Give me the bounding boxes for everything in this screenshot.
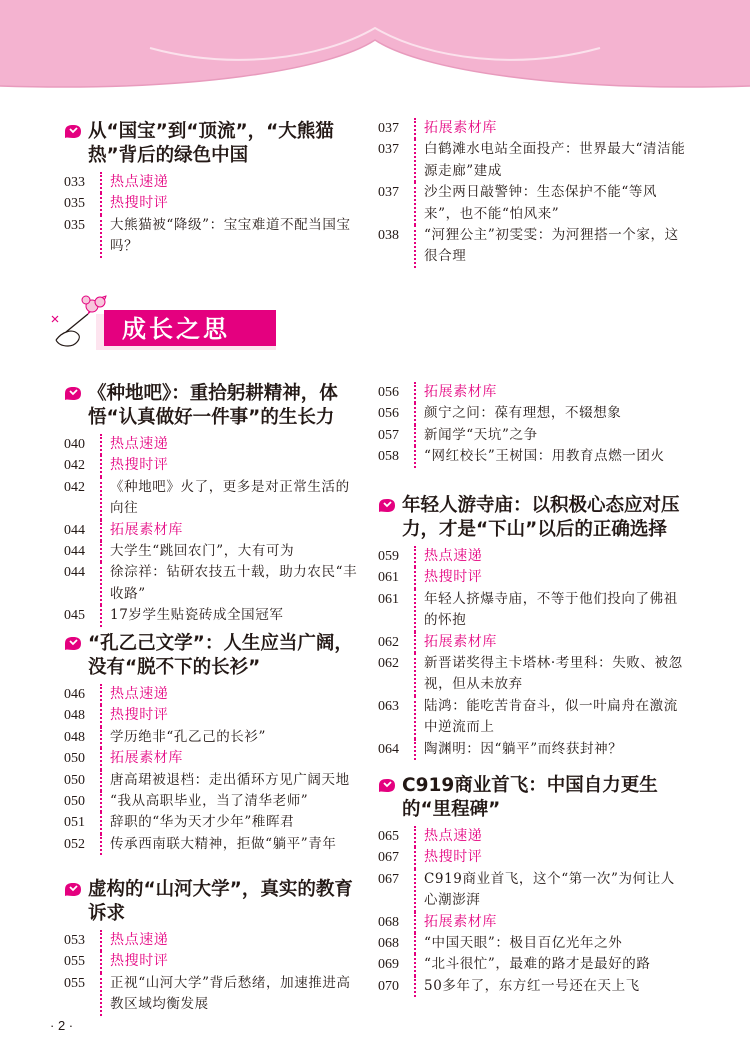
entry-text: “我从高职毕业，当了清华老师” xyxy=(100,791,360,812)
entry-text: 热点速递 xyxy=(100,434,360,455)
toc-entry[interactable] xyxy=(64,748,360,769)
page-ref: 065 xyxy=(378,829,399,844)
entry-text: 热搜时评 xyxy=(100,951,360,972)
entry-text: 传承西南联大精神，拒做“躺平”青年 xyxy=(100,834,360,855)
page-ref: 061 xyxy=(378,570,399,586)
toc-entry[interactable] xyxy=(378,653,688,696)
entry-text: 沙尘两日敲警钟：生态保护不能“等风来”，也不能“怕风来” xyxy=(414,182,688,225)
toc-entry[interactable] xyxy=(64,727,360,748)
section-title[interactable] xyxy=(64,878,360,926)
toc-entry[interactable] xyxy=(64,951,360,972)
toc-entry[interactable] xyxy=(64,193,360,214)
entry-text: 17岁学生贴瓷砖成全国冠军 xyxy=(100,605,360,626)
toc-entry[interactable] xyxy=(64,562,360,605)
toc-entry[interactable] xyxy=(378,403,688,424)
entry-text: 拓展素材库 xyxy=(414,912,688,933)
page-ref: 052 xyxy=(64,836,85,852)
toc-entry[interactable] xyxy=(378,826,688,847)
section-title[interactable] xyxy=(64,120,360,168)
entry-list xyxy=(378,382,688,468)
entry-text: 热点速递 xyxy=(414,546,688,567)
page-ref: 055 xyxy=(64,954,85,970)
entry-text: 新晋诺奖得主卡塔林·考里科：失败、被忽视，但从未放弃 xyxy=(414,653,688,696)
section-title[interactable] xyxy=(378,494,688,542)
toc-entry[interactable] xyxy=(64,605,360,626)
toc-section xyxy=(64,878,360,1016)
page-ref: 035 xyxy=(64,196,85,212)
entry-text: 热点速递 xyxy=(100,684,360,705)
page-number: · 2 · xyxy=(50,1018,74,1033)
toc-entry[interactable] xyxy=(64,834,360,855)
toc-section xyxy=(378,118,688,268)
page-ref: 056 xyxy=(378,385,399,400)
entry-list xyxy=(378,546,688,760)
page-ref: 068 xyxy=(378,936,399,952)
banner-title: 成长之思 xyxy=(122,315,230,343)
header-decoration xyxy=(0,0,750,98)
entry-text: 拓展素材库 xyxy=(414,632,688,653)
page-ref: 064 xyxy=(378,741,399,757)
entry-text: 50多年了，东方红一号还在天上飞 xyxy=(414,976,688,997)
page-ref: 040 xyxy=(64,437,85,452)
page-ref: 042 xyxy=(64,479,85,495)
page-ref: 045 xyxy=(64,608,85,624)
entry-text: 学历绝非“孔乙己的长衫” xyxy=(100,727,360,748)
page-ref: 035 xyxy=(64,217,85,233)
page-ref: 059 xyxy=(378,549,399,564)
toc-entry[interactable] xyxy=(378,182,688,225)
bullet-icon xyxy=(64,124,82,139)
section-title[interactable] xyxy=(64,382,360,430)
bullet-icon xyxy=(378,498,396,513)
toc-section xyxy=(64,382,360,627)
entry-text: 《种地吧》火了，更多是对正常生活的向往 xyxy=(100,477,360,520)
bullet-icon xyxy=(64,882,82,897)
section-title[interactable] xyxy=(378,774,688,822)
toc-entry[interactable] xyxy=(64,455,360,476)
page-ref: 055 xyxy=(64,975,85,991)
toc-entry[interactable] xyxy=(378,225,688,268)
section-banner xyxy=(48,292,288,354)
entry-text: 热搜时评 xyxy=(414,567,688,588)
page-ref: 069 xyxy=(378,957,399,973)
page-ref: 067 xyxy=(378,850,399,866)
entry-text: 热点速递 xyxy=(414,826,688,847)
toc-entry[interactable] xyxy=(64,812,360,833)
toc-entry[interactable] xyxy=(64,973,360,1016)
page-ref: 037 xyxy=(378,185,399,201)
toc-entry[interactable] xyxy=(64,791,360,812)
entry-text: 徐淙祥：钻研农技五十载，助力农民“丰收路” xyxy=(100,562,360,605)
section-title-text: 《种地吧》：重拾躬耕精神，体悟“认真做好一件事”的生长力 xyxy=(88,383,338,428)
section-title-text: 年轻人游寺庙：以积极心态应对压力，才是“下山”以后的正确选择 xyxy=(402,495,680,540)
section-title-text: C919商业首飞：中国自力更生的“里程碑” xyxy=(402,775,658,820)
page-ref: 050 xyxy=(64,772,85,788)
section-title[interactable] xyxy=(64,632,360,680)
entry-text: 唐高珺被退档：走出循环方见广阔天地 xyxy=(100,770,360,791)
entry-text: 拓展素材库 xyxy=(414,382,688,403)
page-ref: 044 xyxy=(64,544,85,560)
toc-entry[interactable] xyxy=(378,954,688,975)
page-ref: 044 xyxy=(64,565,85,581)
toc-entry[interactable] xyxy=(378,446,688,467)
toc-section xyxy=(64,632,360,855)
bullet-icon xyxy=(64,386,82,401)
toc-entry[interactable] xyxy=(64,541,360,562)
entry-text: 正视“山河大学”背后愁绪，加速推进高教区域均衡发展 xyxy=(100,973,360,1016)
page-ref: 063 xyxy=(378,698,399,714)
toc-entry[interactable] xyxy=(378,739,688,760)
page-ref: 067 xyxy=(378,871,399,887)
toc-entry[interactable] xyxy=(64,684,360,705)
page-ref: 048 xyxy=(64,708,85,724)
entry-text: 热点速递 xyxy=(100,930,360,951)
section-title-text: 从“国宝”到“顶流”，“大熊猫热”背后的绿色中国 xyxy=(88,121,334,166)
toc-section xyxy=(378,382,688,468)
toc-entry[interactable] xyxy=(64,172,360,193)
toc-entry[interactable] xyxy=(378,847,688,868)
entry-list xyxy=(64,930,360,1016)
entry-text: 热搜时评 xyxy=(100,455,360,476)
entry-text: 颜宁之问：葆有理想，不辍想象 xyxy=(414,403,688,424)
entry-list xyxy=(64,172,360,258)
page-ref: 044 xyxy=(64,522,85,538)
page-ref: 068 xyxy=(378,914,399,930)
toc-section xyxy=(64,120,360,258)
entry-text: 大学生“跳回农门”，大有可为 xyxy=(100,541,360,562)
toc-entry[interactable] xyxy=(378,933,688,954)
toc-entry[interactable] xyxy=(378,869,688,912)
entry-text: 热点速递 xyxy=(100,172,360,193)
page-ref: 057 xyxy=(378,427,399,443)
entry-text: 热搜时评 xyxy=(414,847,688,868)
toc-entry[interactable] xyxy=(64,434,360,455)
toc-entry[interactable] xyxy=(378,382,688,403)
toc-entry[interactable] xyxy=(64,477,360,520)
entry-text: “网红校长”王树国：用教育点燃一团火 xyxy=(414,446,688,467)
entry-list xyxy=(64,684,360,855)
toc-entry[interactable] xyxy=(64,770,360,791)
toc-entry[interactable] xyxy=(378,425,688,446)
page-ref: 056 xyxy=(378,406,399,422)
entry-text: 拓展素材库 xyxy=(100,520,360,541)
entry-text: 拓展素材库 xyxy=(414,118,688,139)
toc-entry[interactable] xyxy=(378,139,688,182)
entry-text: “北斗很忙”，最难的路才是最好的路 xyxy=(414,954,688,975)
entry-text: 陶渊明：因“躺平”而终获封神？ xyxy=(414,739,688,760)
entry-list xyxy=(378,826,688,997)
entry-text: 辞职的“华为天才少年”稚晖君 xyxy=(100,812,360,833)
entry-text: 热搜时评 xyxy=(100,705,360,726)
toc-entry[interactable] xyxy=(378,912,688,933)
toc-entry[interactable] xyxy=(378,546,688,567)
toc-entry[interactable] xyxy=(378,976,688,997)
toc-section xyxy=(378,774,688,997)
toc-entry[interactable] xyxy=(64,705,360,726)
page-ref: 037 xyxy=(378,121,399,136)
toc-section xyxy=(378,494,688,760)
page-ref: 038 xyxy=(378,228,399,244)
page-ref: 053 xyxy=(64,933,85,948)
page-ref: 061 xyxy=(378,591,399,607)
section-title-text: 虚构的“山河大学”，真实的教育诉求 xyxy=(88,879,353,924)
section-title-text: “孔乙己文学”：人生应当广阔，没有“脱不下的长衫” xyxy=(88,633,353,678)
toc-entry[interactable] xyxy=(378,567,688,588)
toc-entry[interactable] xyxy=(378,632,688,653)
toc-entry[interactable] xyxy=(378,696,688,739)
entry-text: “河狸公主”初雯雯：为河狸搭一个家，这很合理 xyxy=(414,225,688,268)
entry-list xyxy=(378,118,688,268)
page-ref: 070 xyxy=(378,978,399,994)
page-ref: 046 xyxy=(64,687,85,702)
entry-text: 大熊猫被“降级”：宝宝难道不配当国宝吗？ xyxy=(100,215,360,258)
page-ref: 033 xyxy=(64,175,85,190)
entry-text: C919商业首飞，这个“第一次”为何让人心潮澎湃 xyxy=(414,869,688,912)
toc-entry[interactable] xyxy=(378,589,688,632)
page-ref: 050 xyxy=(64,751,85,767)
toc-entry[interactable] xyxy=(64,520,360,541)
page-ref: 051 xyxy=(64,815,85,831)
entry-text: 年轻人挤爆寺庙，不等于他们投向了佛祖的怀抱 xyxy=(414,589,688,632)
toc-entry[interactable] xyxy=(64,930,360,951)
page-ref: 058 xyxy=(378,449,399,465)
entry-text: “中国天眼”：极目百亿光年之外 xyxy=(414,933,688,954)
entry-text: 陆鸿：能吃苦肯奋斗，似一叶扁舟在激流中逆流而上 xyxy=(414,696,688,739)
entry-text: 热搜时评 xyxy=(100,193,360,214)
entry-text: 白鹤滩水电站全面投产：世界最大“清洁能源走廊”建成 xyxy=(414,139,688,182)
page-ref: 050 xyxy=(64,794,85,810)
toc-entry[interactable] xyxy=(64,215,360,258)
entry-text: 新闻学“天坑”之争 xyxy=(414,425,688,446)
toc-entry[interactable] xyxy=(378,118,688,139)
entry-list xyxy=(64,434,360,627)
page-ref: 037 xyxy=(378,142,399,158)
page-ref: 048 xyxy=(64,729,85,745)
bullet-icon xyxy=(378,778,396,793)
page-ref: 062 xyxy=(378,634,399,650)
page-ref: 062 xyxy=(378,656,399,672)
page-ref: 042 xyxy=(64,458,85,474)
bullet-icon xyxy=(64,636,82,651)
entry-text: 拓展素材库 xyxy=(100,748,360,769)
